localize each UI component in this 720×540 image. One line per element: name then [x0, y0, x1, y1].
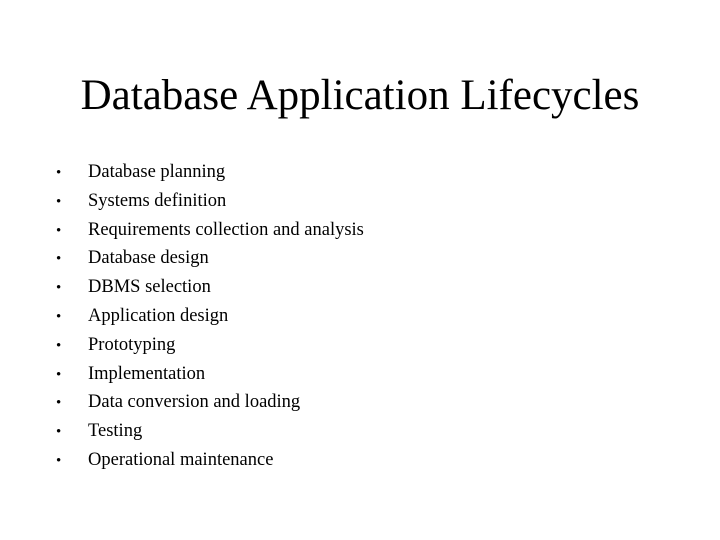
bullet-icon: • [56, 251, 62, 268]
bullet-icon: • [56, 308, 62, 325]
bullet-text: Implementation [88, 363, 206, 384]
bullet-icon: • [56, 193, 62, 210]
bullet-text: DBMS selection [88, 277, 211, 298]
bullet-text: Prototyping [88, 334, 176, 355]
bullet-text: Database planning [88, 162, 226, 182]
bullet-item-implementation [56, 360, 364, 389]
bullet-text: Data conversion and loading [88, 392, 301, 413]
bullet-item-database-design [56, 244, 364, 273]
bullet-text: Requirements collection and analysis [88, 219, 364, 240]
bullet-item-data-conversion [56, 388, 364, 417]
bullet-item-requirements [56, 216, 364, 245]
bullet-icon: • [56, 280, 62, 297]
bullet-text: Database design [88, 248, 209, 269]
bullet-item-database-planning [56, 158, 364, 187]
bullet-text: Testing [88, 421, 143, 442]
bullet-icon: • [56, 165, 62, 181]
bullet-icon: • [56, 395, 62, 412]
bullet-text: Operational maintenance [88, 449, 274, 470]
bullet-icon: • [56, 366, 62, 383]
bullet-text: Application design [88, 305, 229, 326]
bullet-icon: • [56, 452, 62, 469]
bullet-text: Systems definition [88, 190, 227, 211]
bullet-icon: • [56, 337, 62, 354]
bullet-item-operational-maintenance [56, 446, 364, 475]
bullet-item-application-design [56, 302, 364, 331]
bullet-item-testing [56, 417, 364, 446]
bullet-item-dbms-selection [56, 273, 364, 302]
bullet-icon: • [56, 424, 62, 441]
bullet-list [56, 158, 364, 475]
bullet-item-prototyping [56, 331, 364, 360]
bullet-icon: • [56, 222, 62, 239]
bullet-item-systems-definition [56, 187, 364, 216]
slide-title: Database Application Lifecycles [80, 72, 640, 119]
